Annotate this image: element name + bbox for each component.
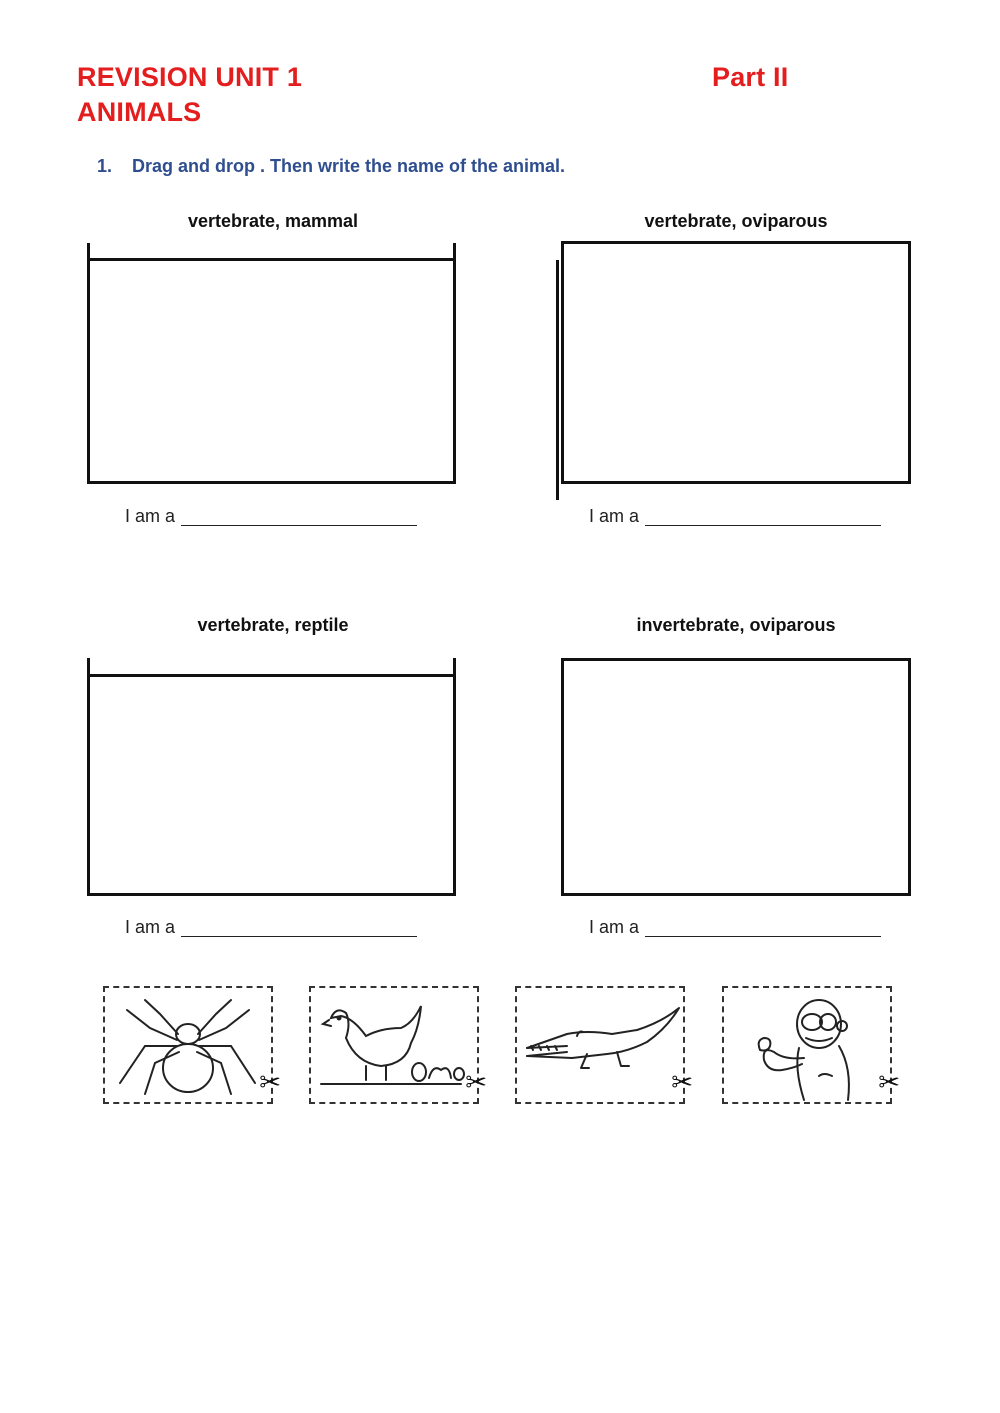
answer-prefix: I am a [589,917,640,937]
category-title-mammal: vertebrate, mammal [187,211,359,231]
scissors-icon: ✂ [465,1068,487,1098]
drop-zone-mammal[interactable] [87,258,456,484]
drop-zone-reptile[interactable] [87,674,456,896]
answer-line-invertebrate [589,917,881,938]
card-crocodile[interactable] [515,986,693,1104]
answer-line-mammal [125,506,417,527]
spider-icon [105,988,271,1102]
hen-icon [311,988,477,1102]
instruction-text: Drag and drop . Then write the name of the animal. [132,156,566,176]
answer-prefix: I am a [125,506,176,526]
drop-zone-invertebrate[interactable] [561,658,911,896]
category-title-invertebrate: invertebrate, oviparous [636,615,836,635]
card-hen[interactable] [309,986,487,1104]
category-title-reptile: vertebrate, reptile [197,615,349,635]
worksheet-title: REVISION UNIT 1 [77,62,303,92]
answer-prefix: I am a [589,506,640,526]
worksheet-subtitle: ANIMALS [77,97,202,127]
answer-line-reptile [125,917,417,938]
scissors-icon: ✂ [878,1068,900,1098]
drop-zone-oviparous[interactable] [561,241,911,484]
crocodile-icon [517,988,683,1102]
box-edge [556,260,559,500]
card-monkey[interactable] [722,986,900,1104]
answer-blank-invertebrate[interactable] [645,918,881,937]
monkey-icon [724,988,890,1102]
answer-blank-reptile[interactable] [181,918,417,937]
answer-blank-mammal[interactable] [181,507,417,526]
answer-blank-oviparous[interactable] [645,507,881,526]
card-spider[interactable] [103,986,281,1104]
instruction-number: 1. [97,156,113,176]
instruction [97,156,565,177]
category-title-oviparous: vertebrate, oviparous [644,211,828,231]
answer-line-oviparous [589,506,881,527]
worksheet-part: Part II [712,62,789,92]
scissors-icon: ✂ [671,1068,693,1098]
answer-prefix: I am a [125,917,176,937]
scissors-icon: ✂ [259,1068,281,1098]
